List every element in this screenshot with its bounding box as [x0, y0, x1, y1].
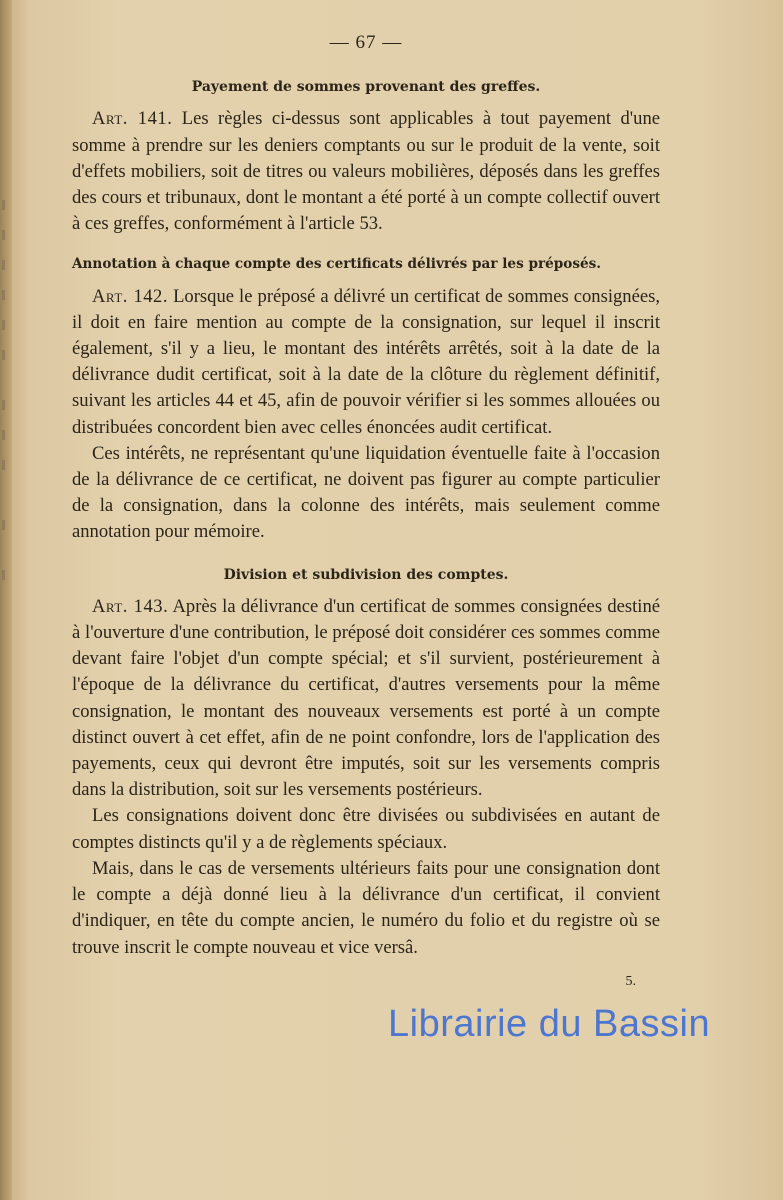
article-143: [72, 594, 660, 804]
paragraph-versements: [72, 856, 660, 961]
article-142: [72, 284, 660, 441]
section-heading-division: Division et subdivision des comptes.: [223, 566, 509, 583]
page-content: [72, 30, 660, 995]
section-heading-annotation: Annotation à chaque compte des certificats délivrés par les préposés.: [72, 256, 602, 273]
article-141: [72, 106, 660, 237]
article-text: Lorsque le préposé a délivré un certificat de sommes consignées, il doit en faire mention au compte de la consignation, sur lequel il inscrit également, s'il y a lieu, le montant des intérêts arrêtés, soit à la date de la délivrance dudit certificat, soit à la date de la clôture du règlement définitif, suivant les articles 44 et 45, afin de pouvoir vérifier si les sommes allouées ou distribuées concordent bien avec celles énoncées audit certificat.: [72, 285, 660, 438]
paragraph-text: Ces intérêts, ne représentant qu'une liquidation éventuelle faite à l'occasion de la délivrance de ce certificat, ne doivent pas figurer au compte particulier de la consignation, dans la colonne des intérêts, mais seulement comme annotation pour mémoire.: [72, 442, 660, 543]
watermark: Librairie du Bassin: [388, 1003, 711, 1045]
section-heading-greffes: Payement de sommes provenant des greffes.: [191, 79, 541, 96]
paragraph-text: Mais, dans le cas de versements ultérieurs faits pour une consignation dont le compte a déjà donné lieu à la délivrance d'un certificat, il convient d'indiquer, en tête du compte ancien, le numéro du folio et du registre où se trouve inscrit le compte nouveau et vice versâ.: [72, 857, 660, 958]
margin-marks: [2, 190, 12, 590]
article-label: Art. 141.: [92, 108, 173, 130]
article-text: Après la délivrance d'un certificat de sommes consignées destiné à l'ouverture d'une contribution, le préposé doit considérer ces sommes comme devant faire l'objet d'un compte spécial; et s'il survient, postérieurement à l'époque de la délivrance du certificat, d'autres versements pour la même consignation, le montant des nouveaux versements est porté à un compte distinct ouvert à cet effet, afin de ne point confondre, lors de l'application des payements, ceux qui devront être imputés, soit sur les versements compris dans la distribution, soit sur les versements postérieurs.: [72, 595, 660, 801]
article-label: Art. 142.: [92, 285, 169, 307]
paragraph-interets: [72, 441, 660, 546]
article-label: Art. 143.: [92, 595, 169, 617]
paragraph-text: Les consignations doivent donc être divisées ou subdivisées en autant de comptes distincts qu'il y a de règlements spéciaux.: [72, 805, 660, 853]
page-number: — 67 —: [329, 32, 403, 53]
article-text: Les règles ci-dessus sont applicables à tout payement d'une somme à prendre sur les deniers comptants ou sur le produit de la vente, soit d'effets mobiliers, soit de titres ou valeurs mobilières, déposés dans les greffes des cours et tribunaux, dont le montant a été porté à un compte collectif ouvert à ces greffes, conformément à l'article 53.: [72, 108, 660, 235]
book-spine: [0, 0, 12, 1200]
paragraph-consignations: [72, 803, 660, 855]
signature-mark: 5.: [625, 973, 636, 989]
